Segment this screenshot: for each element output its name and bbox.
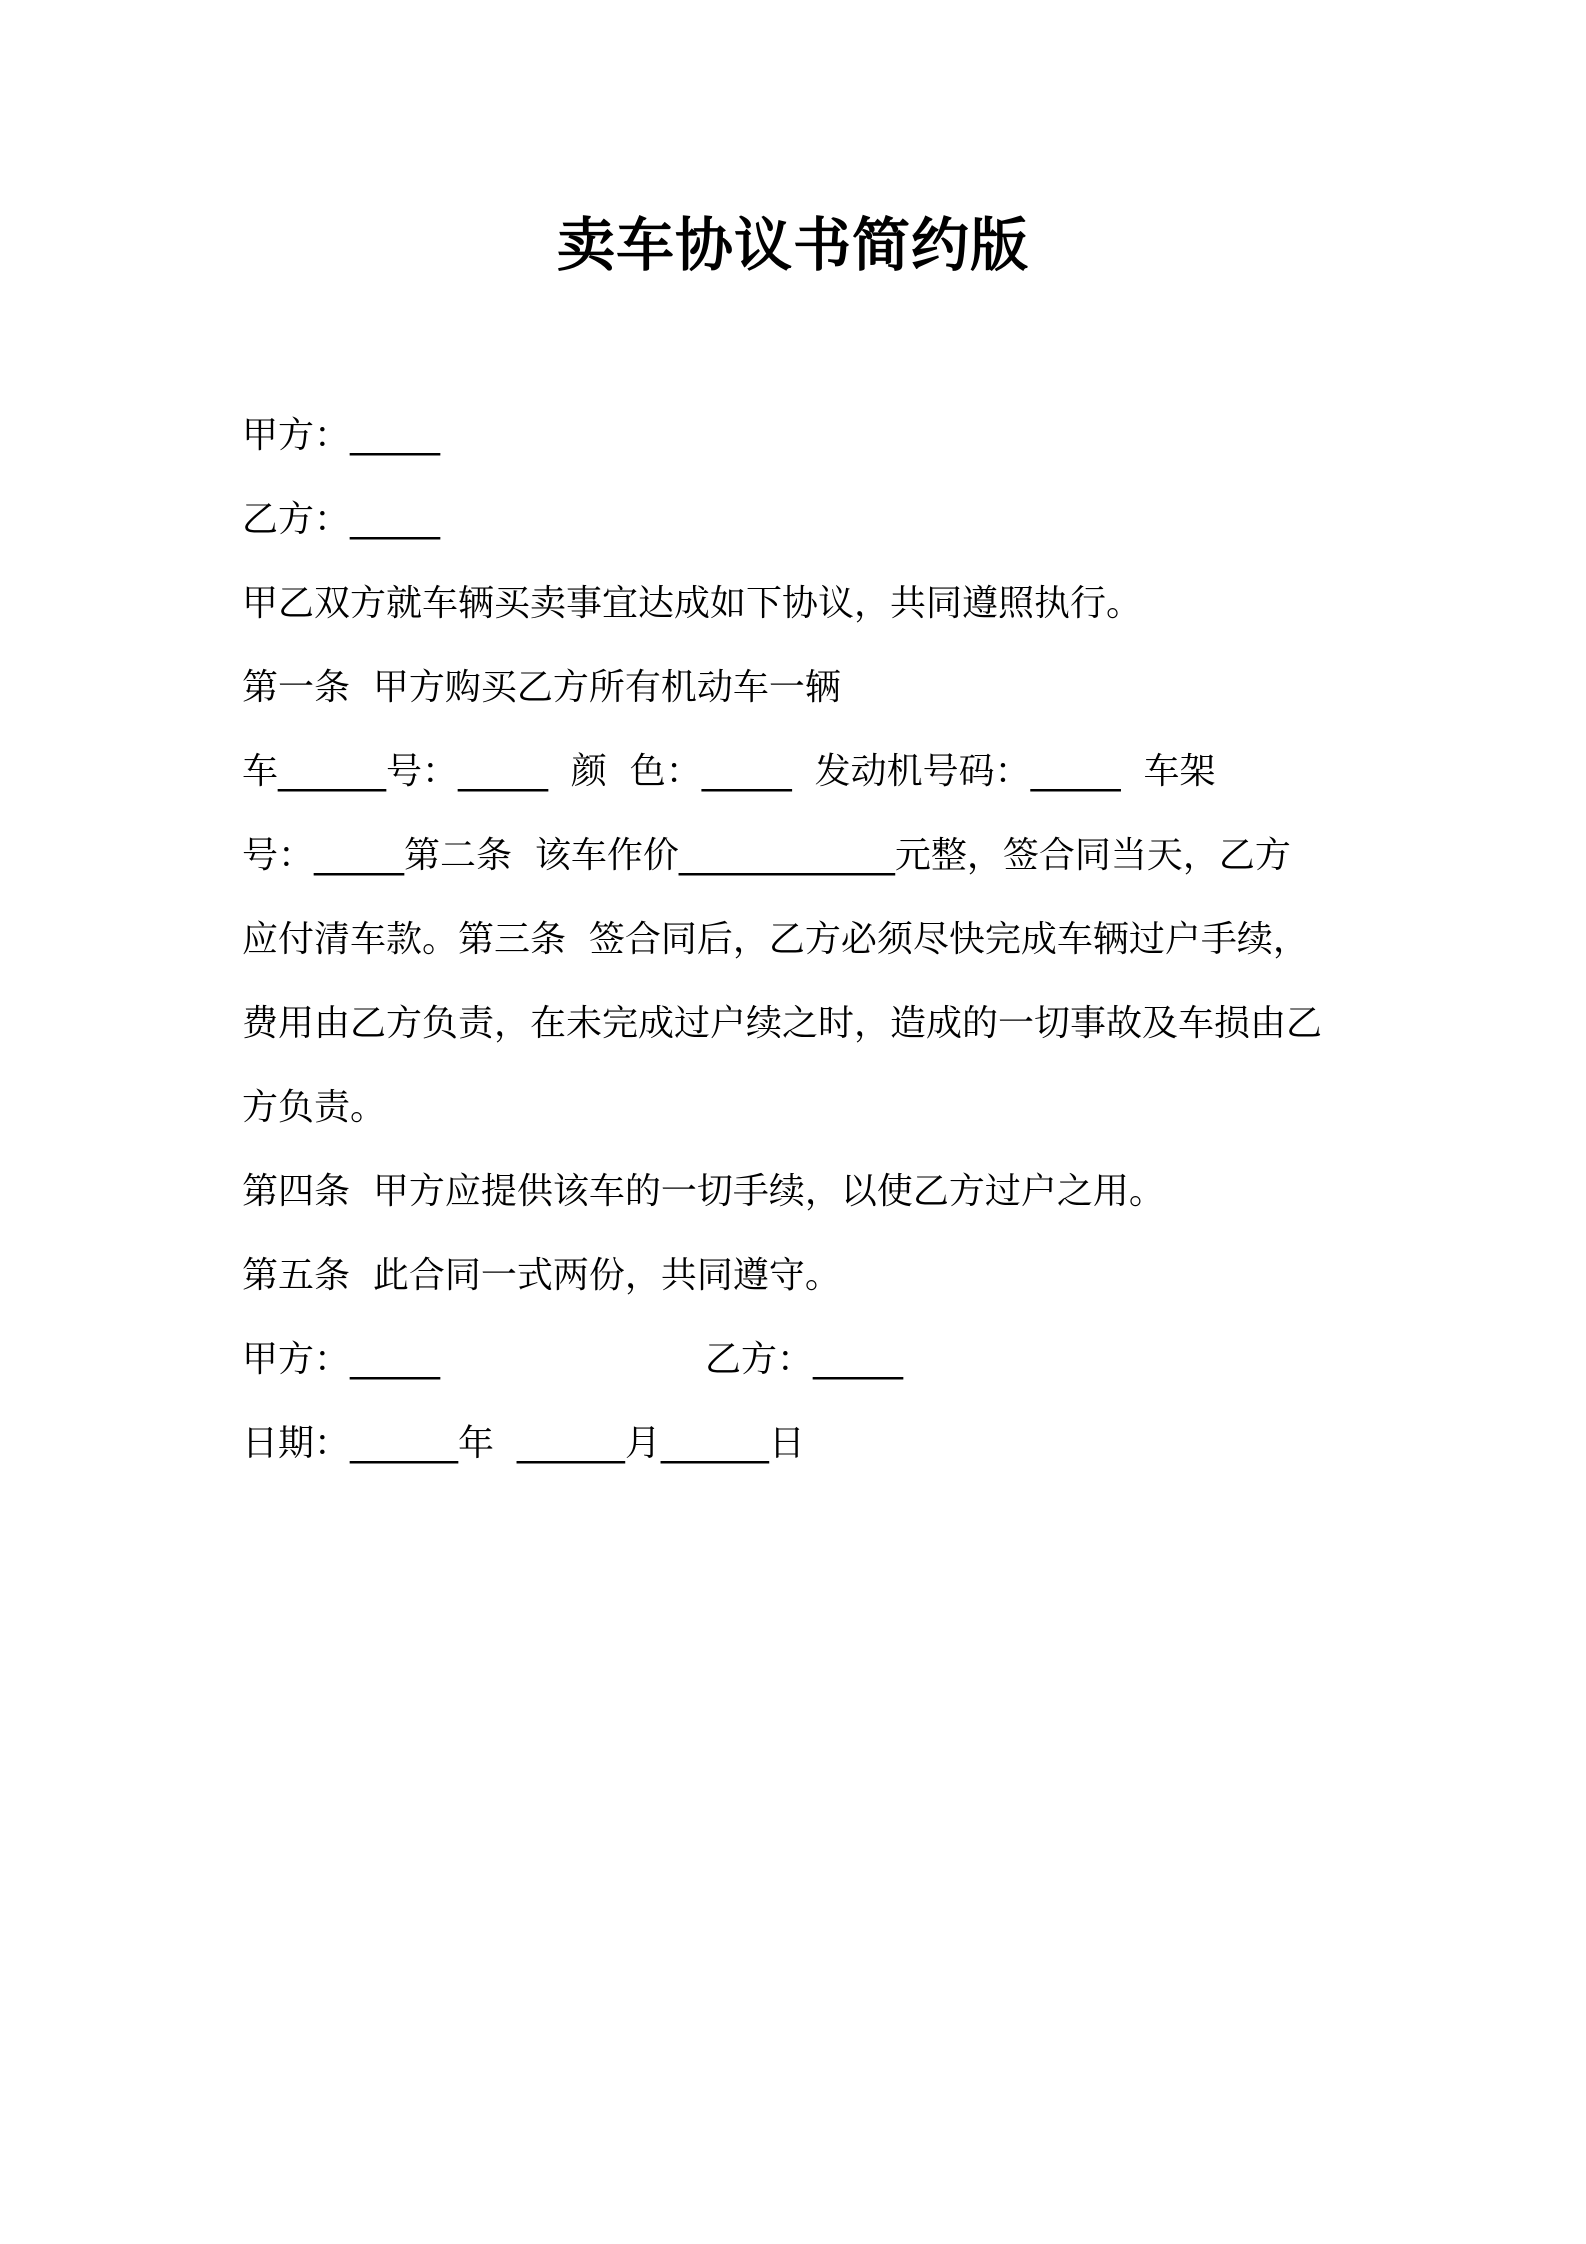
body-line: 应付清车款。第三条 签合同后，乙方必须尽快完成车辆过户手续， (242, 919, 1309, 960)
date-line: 日期：______年 ______月______日 (242, 1423, 805, 1464)
signature-line (242, 1330, 1372, 1390)
intro-paragraph: 甲乙双方就车辆买卖事宜达成如下协议，共同遵照执行。 (242, 583, 1143, 624)
article-4: 第四条 甲方应提供该车的一切手续，以使乙方过户之用。 (242, 1171, 1165, 1212)
party-a-line: 甲方：_____ (242, 415, 441, 456)
signature-party-b: 乙方：_____ (705, 1339, 904, 1380)
body-line: 方负责。 (242, 1087, 387, 1128)
article-1: 第一条 甲方购买乙方所有机动车一辆 (242, 667, 841, 708)
signature-party-a: 甲方：_____ (242, 1339, 441, 1380)
body-line: 费用由乙方负责，在未完成过户续之时，造成的一切事故及车损由乙 (242, 1003, 1323, 1044)
body-line: 号：_____第二条 该车作价____________元整，签合同当天，乙方 (242, 835, 1291, 876)
article-5: 第五条 此合同一式两份，共同遵守。 (242, 1255, 841, 1296)
body-line: 车______号：_____ 颜 色：_____ 发动机号码：_____ 车架 (242, 751, 1216, 792)
document-title: 卖车协议书简约版 (556, 211, 1029, 279)
party-b-line: 乙方：_____ (242, 499, 441, 540)
